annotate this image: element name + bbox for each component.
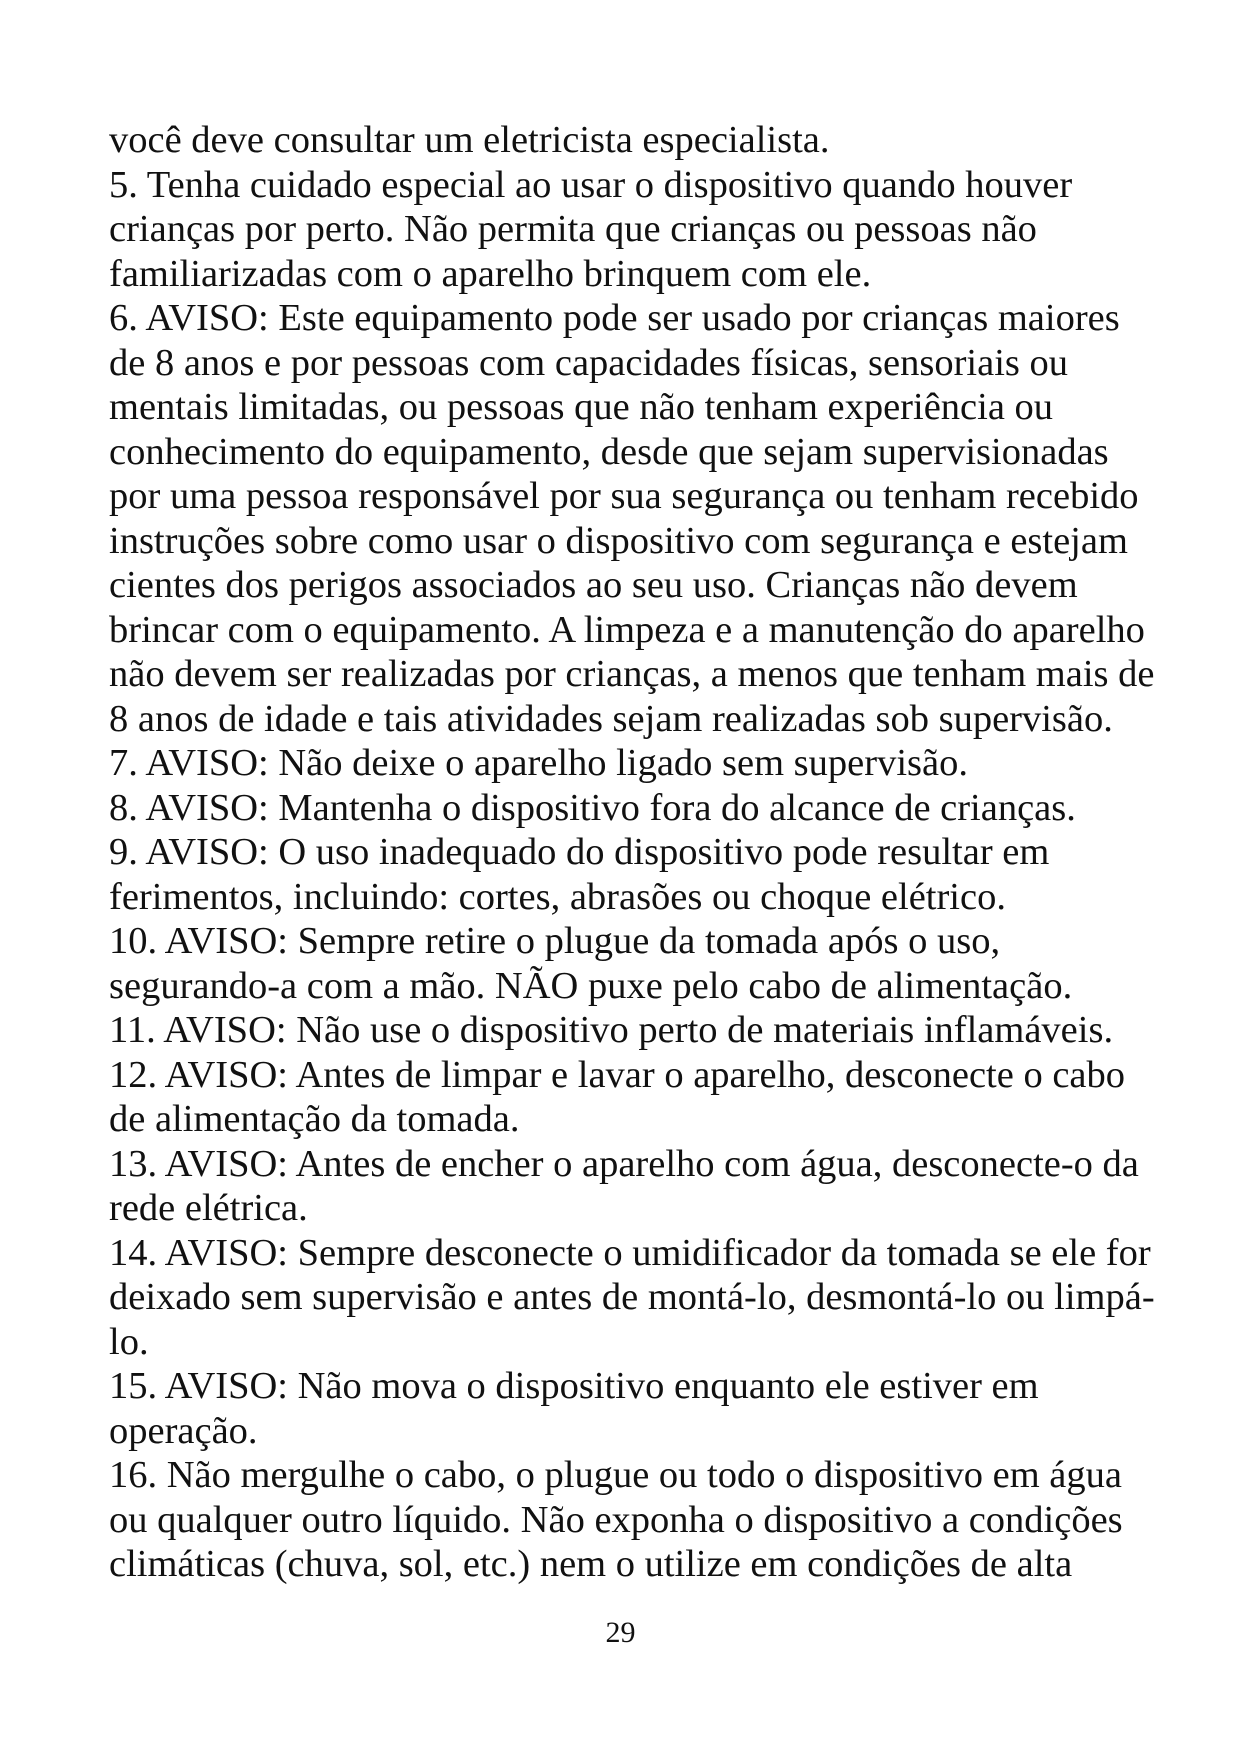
text-line: rede elétrica. <box>109 1187 308 1229</box>
text-line: 5. Tenha cuidado especial ao usar o dispositivo quando houver <box>109 163 1073 206</box>
text-line: 13. AVISO: Antes de encher o aparelho com água, desconecte-o da <box>109 1142 1139 1185</box>
text-line: crianças por perto. Não permita que crianças ou pessoas não <box>109 208 1037 250</box>
text-line: 14. AVISO: Sempre desconecte o umidificador da tomada se ele for <box>109 1231 1151 1274</box>
text-line: mentais limitadas, ou pessoas que não tenham experiência ou <box>109 386 1054 428</box>
text-line: conhecimento do equipamento, desde que sejam supervisionadas <box>109 430 1109 473</box>
text-line: familiarizadas com o aparelho brinquem com ele. <box>109 252 872 295</box>
text-line: brincar com o equipamento. A limpeza e a manutenção do aparelho <box>109 608 1145 651</box>
text-line: climáticas (chuva, sol, etc.) nem o utilize em condições de alta <box>109 1543 1073 1585</box>
text-line: 15. AVISO: Não mova o dispositivo enquanto ele estiver em <box>109 1365 1039 1407</box>
text-line: 8. AVISO: Mantenha o dispositivo fora do alcance de crianças. <box>109 786 1076 829</box>
text-line: por uma pessoa responsável por sua segurança ou tenham recebido <box>109 475 1139 517</box>
text-line: cientes dos perigos associados ao seu uso. Crianças não devem <box>109 564 1078 606</box>
text-line: segurando-a com a mão. NÃO puxe pelo cabo de alimentação. <box>109 964 1073 1007</box>
page-number: 29 <box>605 1616 636 1649</box>
text-line: 16. Não mergulhe o cabo, o plugue ou todo o dispositivo em água <box>109 1454 1122 1496</box>
text-line: 6. AVISO: Este equipamento pode ser usado por crianças maiores <box>109 297 1120 339</box>
text-line: ou qualquer outro líquido. Não exponha o dispositivo a condições <box>109 1498 1123 1541</box>
text-line: ferimentos, incluindo: cortes, abrasões ou choque elétrico. <box>109 875 1006 918</box>
text-line: lo. <box>109 1320 149 1363</box>
text-line: não devem ser realizadas por crianças, a menos que tenham mais de <box>109 653 1155 695</box>
safety-instructions-text <box>109 118 1169 1587</box>
text-line: 8 anos de idade e tais atividades sejam realizadas sob supervisão. <box>109 697 1113 740</box>
text-line: de 8 anos e por pessoas com capacidades físicas, sensoriais ou <box>109 341 1069 384</box>
text-line: 10. AVISO: Sempre retire o plugue da tomada após o uso, <box>109 920 1001 962</box>
text-line: operação. <box>109 1409 258 1452</box>
text-line: 12. AVISO: Antes de limpar e lavar o aparelho, desconecte o cabo <box>109 1053 1126 1096</box>
text-line: de alimentação da tomada. <box>109 1098 520 1140</box>
text-line: 7. AVISO: Não deixe o aparelho ligado sem supervisão. <box>109 742 968 784</box>
text-line: instruções sobre como usar o dispositivo com segurança e estejam <box>109 519 1128 562</box>
text-line: deixado sem supervisão e antes de montá-lo, desmontá-lo ou limpá- <box>109 1276 1155 1318</box>
text-line: 11. AVISO: Não use o dispositivo perto de materiais inflamáveis. <box>109 1009 1114 1051</box>
text-line: 9. AVISO: O uso inadequado do dispositivo pode resultar em <box>109 831 1050 873</box>
text-line: você deve consultar um eletricista especialista. <box>109 119 830 161</box>
